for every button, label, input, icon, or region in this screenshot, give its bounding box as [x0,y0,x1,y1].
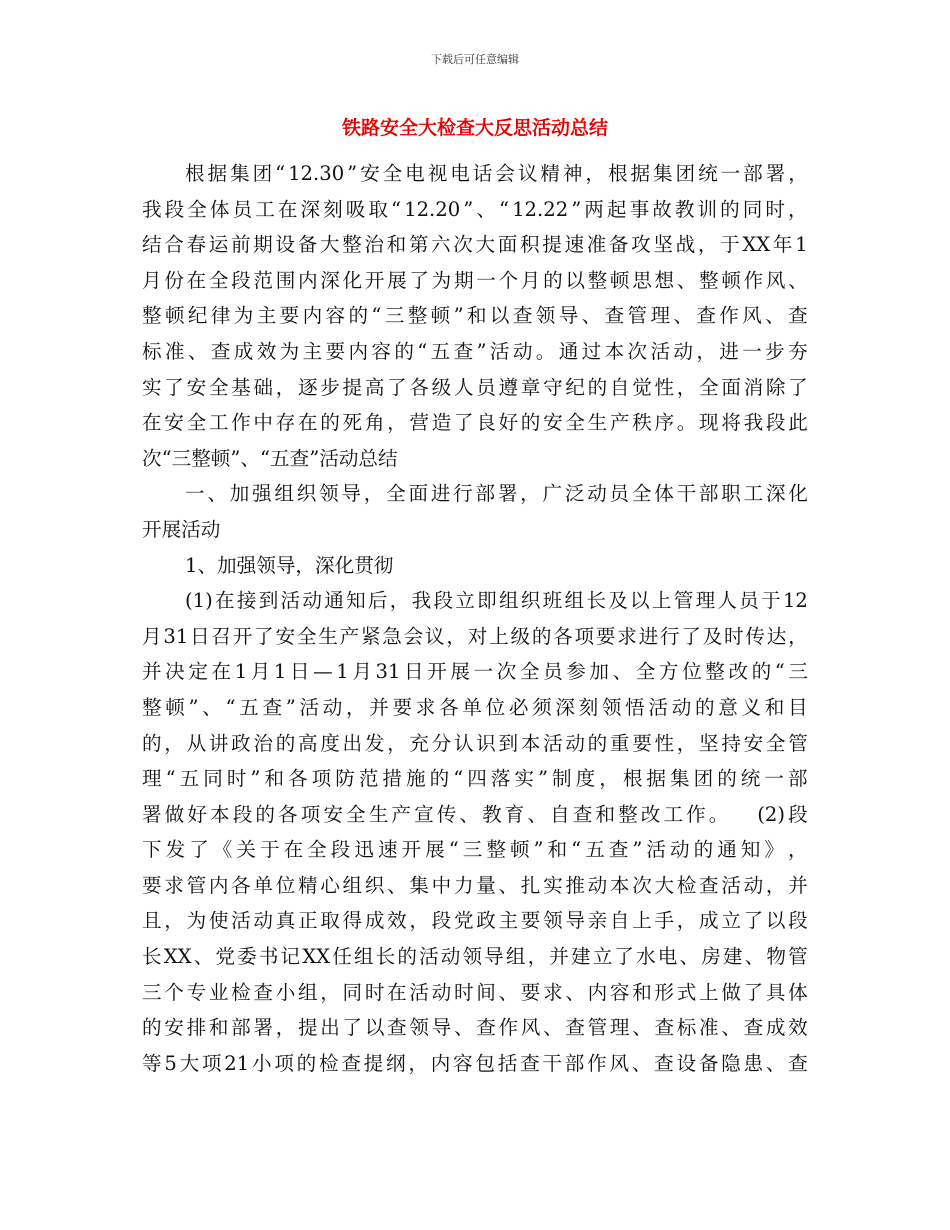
text-line: 次“三整顿”、“五查”活动总结 [142,446,398,470]
text-line: 且 ， 为 使 活 动 真 正 取 得 成 效 ， 段 党 政 主 要 领 导 亲 自 上 手 ， 成 立 了 以 段 [142,909,808,933]
text-line: 整 顿 ” 、 “ 五 查 ” 活 动 ， 并 要 求 各 单 位 必 须 深 刻 领 悟 活 动 的 意 义 和 目 [142,695,808,719]
text-line: 根 据 集 团 “ 12.30 ” 安 全 电 视 电 话 会 议 精 神 ， 根 据 集 团 统 一 部 署 ， [185,162,808,185]
text-line: 下 发 了 《 关 于 在 全 段 迅 速 开 展 “ 三 整 顿 ” 和 “ 五 查 ” 活 动 的 通 知 》 ， [142,838,808,862]
text-line: 要 求 管 内 各 单 位 精 心 组 织 、 集 中 力 量 、 扎 实 推 动 本 次 大 检 查 活 动 ， 并 [142,873,808,897]
document-body [142,156,808,1081]
text-line: 1、加强领导，深化贯彻 [185,553,394,577]
text-line: 结 合 春 运 前 期 设 备 大 整 治 和 第 六 次 大 面 积 提 速 准 备 攻 坚 战 ， 于 XX 年 1 [142,233,808,257]
text-line: 并 决 定 在 1 月 1 日 — 1 月 31 日 开 展 一 次 全 员 参 加 、 全 方 位 整 改 的 “ 三 [142,660,808,684]
text-line: 一 、 加 强 组 织 领 导 ， 全 面 进 行 部 署 ， 广 泛 动 员 全 体 干 部 职 工 深 化 [185,482,808,506]
text-line: (1) 在 接 到 活 动 通 知 后 ， 我 段 立 即 组 织 班 组 长 及 以 上 管 理 人 员 于 12 [185,589,808,613]
header-note: 下载后可任意编辑 [431,53,519,66]
text-line: 署 做 好 本 段 的 各 项 安 全 生 产 宣 传 、 教 育 、 自 查 和 整 改 工 作 。 (2) 段 [142,802,808,826]
text-line: 月 31 日 召 开 了 安 全 生 产 紧 急 会 议 ， 对 上 级 的 各 项 要 求 进 行 了 及 时 传 达 ， [142,624,808,648]
text-line: 的 安 排 和 部 署 ， 提 出 了 以 查 领 导 、 查 作 风 、 查 管 理 、 查 标 准 、 查 成 效 [142,1016,808,1040]
text-line: 在 安 全 工 作 中 存 在 的 死 角 ， 营 造 了 良 好 的 安 全 生 产 秩 序 。 现 将 我 段 此 [142,411,808,435]
text-line: 开展活动 [142,517,221,541]
text-line: 长 XX 、 党 委 书 记 XX 任 组 长 的 活 动 领 导 组 ， 并 建 立 了 水 电 、 房 建 、 物 管 [142,945,808,969]
text-line: 标 准 、 查 成 效 为 主 要 内 容 的 “ 五 查 ” 活 动 。 通 过 本 次 活 动 ， 进 一 步 夯 [142,339,808,363]
text-line: 的 ， 从 讲 政 治 的 高 度 出 发 ， 充 分 认 识 到 本 活 动 的 重 要 性 ， 坚 持 安 全 管 [142,731,808,755]
text-line: 实 了 安 全 基 础 ， 逐 步 提 高 了 各 级 人 员 遵 章 守 纪 的 自 觉 性 ， 全 面 消 除 了 [142,375,808,399]
text-line: 等 5 大 项 21 小 项 的 检 查 提 纲 ， 内 容 包 括 查 干 部 作 风 、 查 设 备 隐 患 、 查 [142,1051,808,1075]
document-title: 铁路安全大检查大反思活动总结 [341,117,608,139]
text-line: 月 份 在 全 段 范 围 内 深 化 开 展 了 为 期 一 个 月 的 以 整 顿 思 想 、 整 顿 作 风 、 [142,268,808,292]
text-line: 我 段 全 体 员 工 在 深 刻 吸 取 “ 12.20 ” 、 “ 12.22 ” 两 起 事 故 教 训 的 同 时 ， [142,197,808,221]
text-line: 三 个 专 业 检 查 小 组 ， 同 时 在 活 动 时 间 、 要 求 、 内 容 和 形 式 上 做 了 具 体 [142,980,808,1004]
text-line: 理 “ 五 同 时 ” 和 各 项 防 范 措 施 的 “ 四 落 实 ” 制 度 ， 根 据 集 团 的 统 一 部 [142,767,808,791]
text-line: 整 顿 纪 律 为 主 要 内 容 的 “ 三 整 顿 ” 和 以 查 领 导 、 查 管 理 、 查 作 风 、 查 [142,304,808,328]
